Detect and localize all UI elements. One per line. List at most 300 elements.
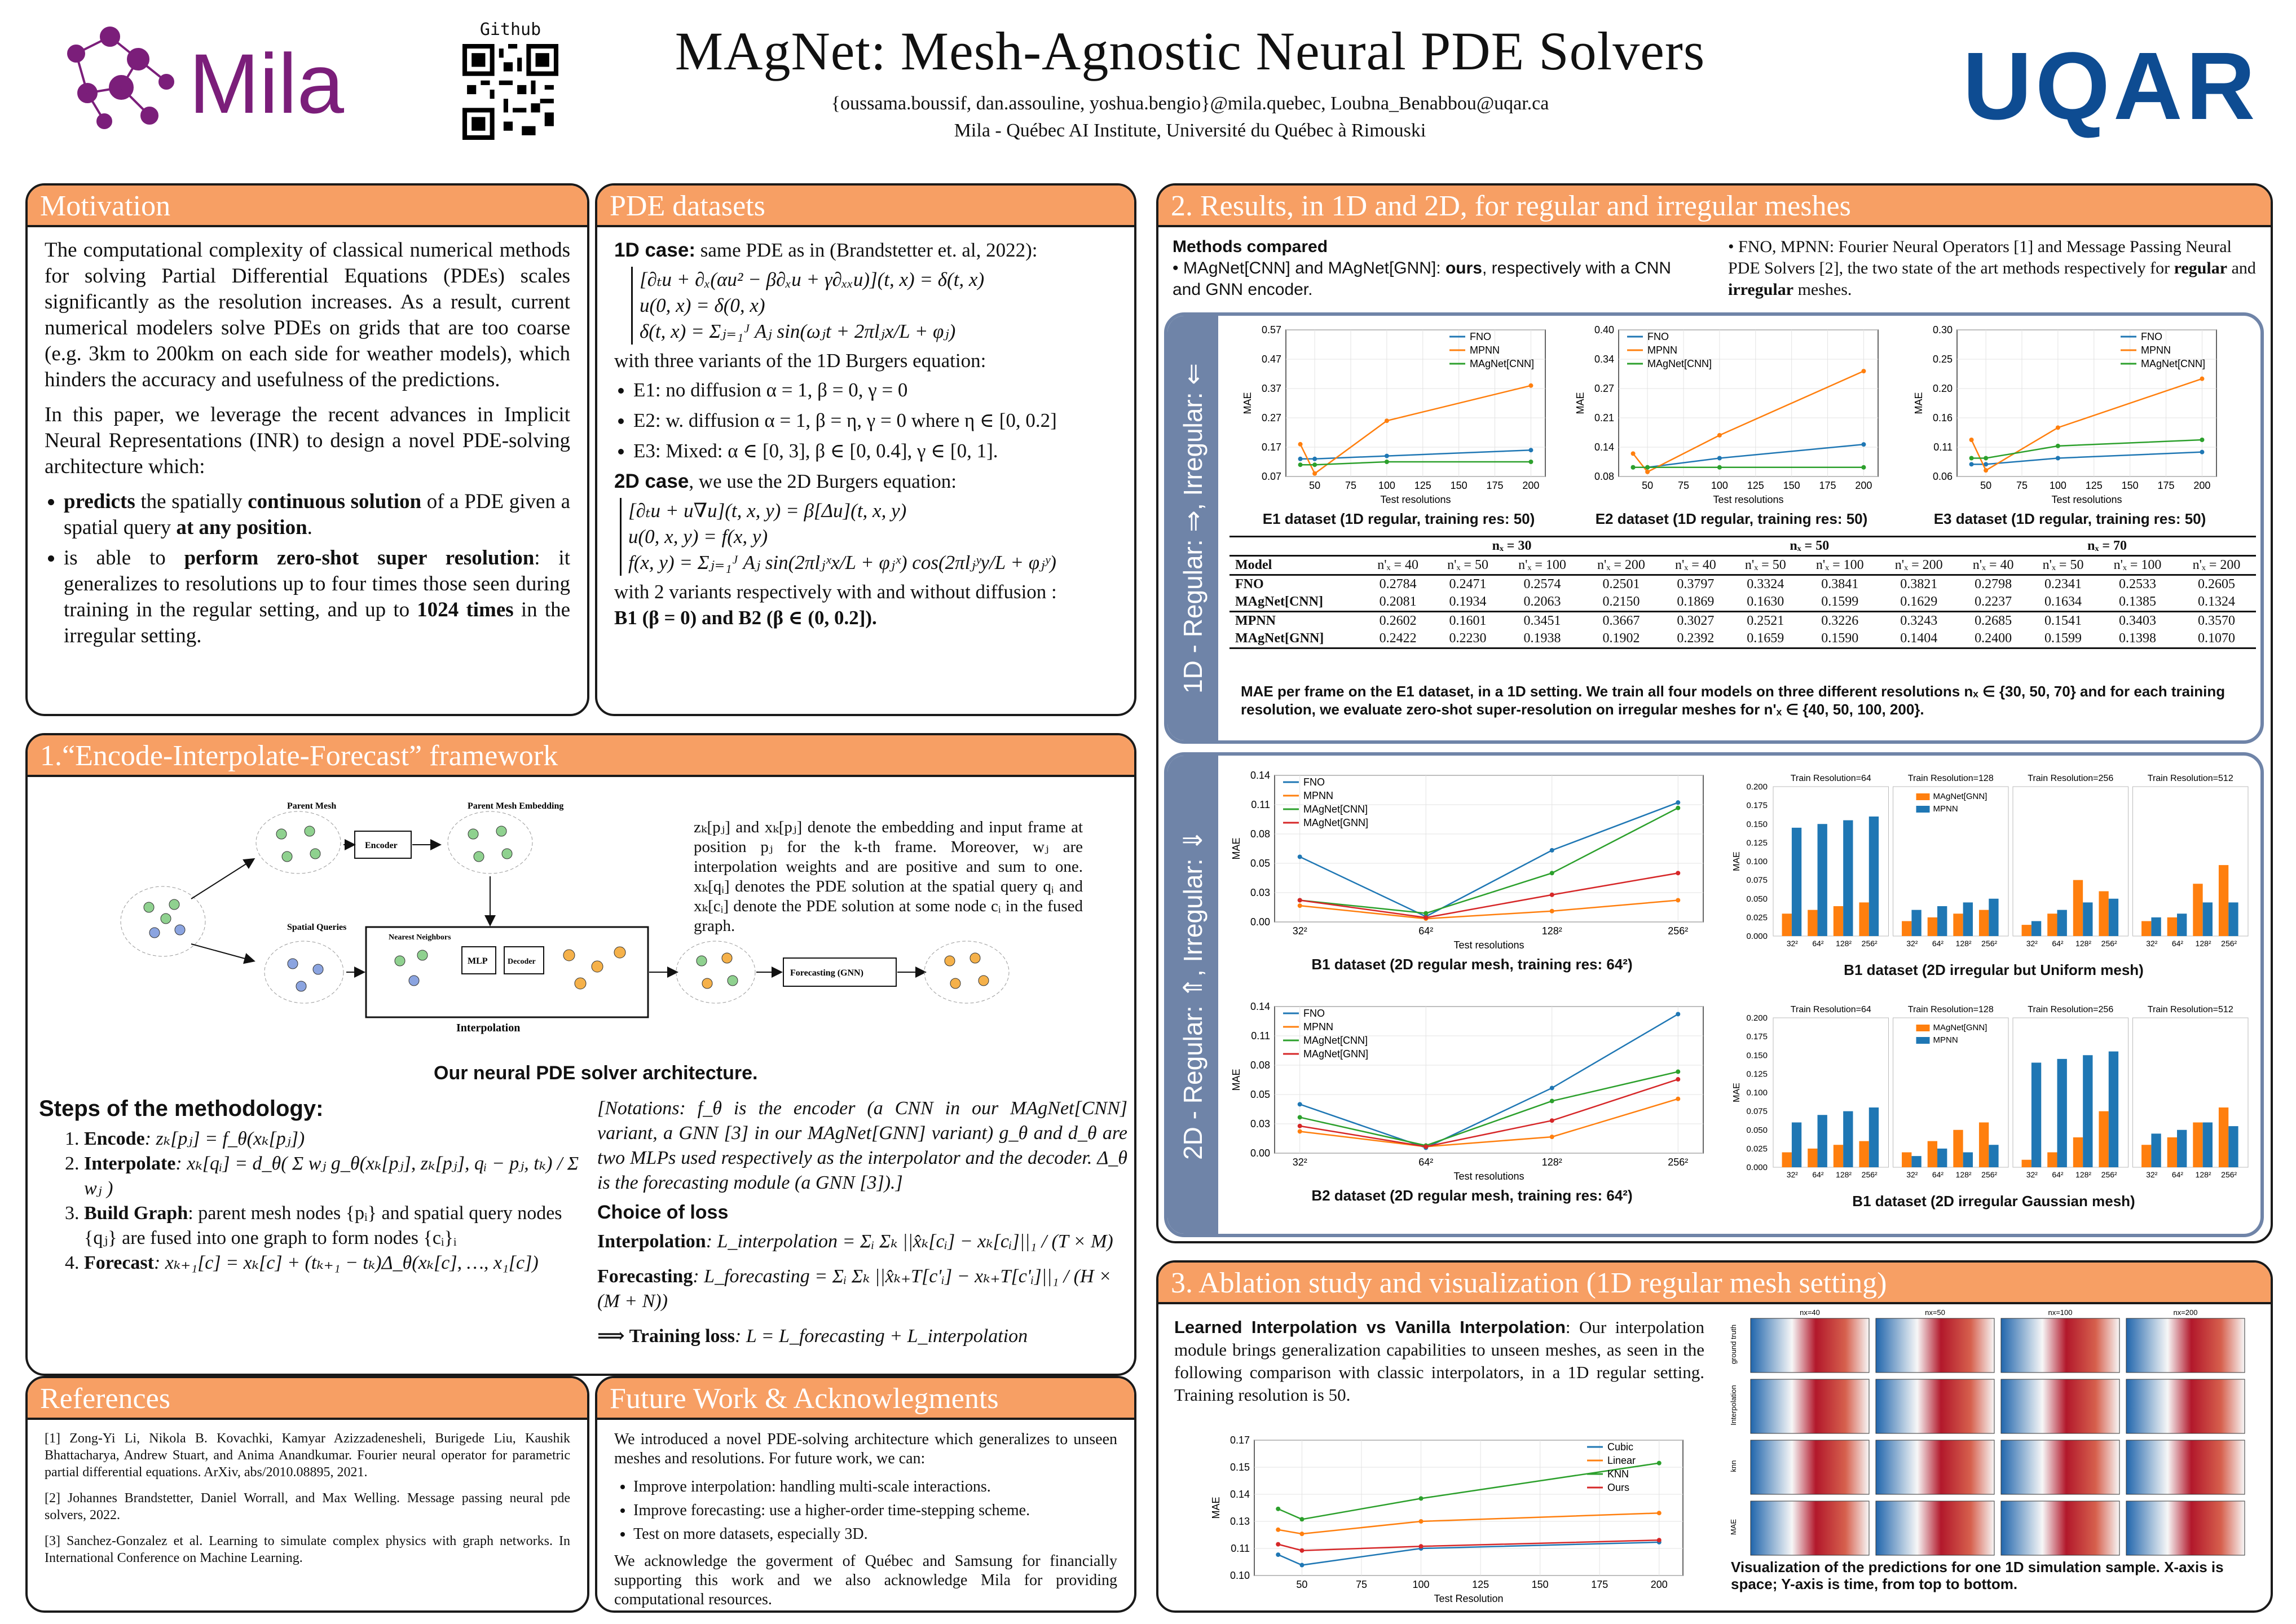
x-tick-label: 64² xyxy=(1812,1170,1824,1179)
chart-b1-gaussian xyxy=(1731,998,2256,1190)
table-cell: 0.2422 xyxy=(1379,631,1417,646)
bar xyxy=(1953,1130,1963,1167)
legend-label: MAgNet[GNN] xyxy=(1303,1048,1369,1060)
methods-ours: • MAgNet[CNN] and MAgNet[GNN]: ours, respectively with a CNN and GNN encoder. xyxy=(1173,259,1672,299)
data-point xyxy=(1276,1507,1280,1511)
y-tick-label: 0.175 xyxy=(1746,1032,1768,1042)
x-tick-label: 32² xyxy=(2026,1170,2038,1179)
results-panel xyxy=(1156,183,2273,1243)
y-tick-label: 0.15 xyxy=(1229,1462,1250,1473)
bar xyxy=(1792,1123,1801,1168)
y-tick-label: 0.08 xyxy=(1250,1060,1270,1071)
y-tick-label: 0.200 xyxy=(1746,1013,1768,1023)
label-mlp: MLP xyxy=(468,956,488,966)
caption-b2-regular: B2 dataset (2D regular mesh, training res: 64²) xyxy=(1311,1187,1633,1204)
author-block xyxy=(609,90,1771,144)
x-tick-label: 50 xyxy=(1309,480,1321,491)
y-axis-label: MAE xyxy=(1242,392,1253,414)
caption-b1-regular: B1 dataset (2D regular mesh, training res: 64²) xyxy=(1311,956,1633,973)
legend-label: FNO xyxy=(1303,776,1325,788)
facet-title: Train Resolution=64 xyxy=(1790,1005,1871,1014)
viz-col-label: nx=40 xyxy=(1800,1308,1820,1317)
legend-label: MAgNet[CNN] xyxy=(2141,358,2206,369)
bar xyxy=(2073,1137,2083,1167)
x-tick-label: 128² xyxy=(1836,1170,1852,1179)
bar xyxy=(1808,1149,1817,1167)
table-cell: 0.1590 xyxy=(1821,631,1859,646)
data-point xyxy=(1424,911,1428,916)
table-sub-header: n'ₓ = 40 xyxy=(1972,558,2014,572)
reference-1: [1] Zong-Yi Li, Nikola B. Kovachki, Kamyar Azizzadenesheli, Burigede Liu, Kaushik Bhattacharya, Andrew Stuart, and Anima Anandkumar. Fourier neural operator for parametric partial differential equations. ArXiv, abs/2010.08895, 2021. xyxy=(45,1431,570,1480)
bar xyxy=(2177,1130,2187,1167)
legend-label: Ours xyxy=(1607,1482,1630,1493)
x-tick-label: 125 xyxy=(1414,480,1431,491)
x-tick-label: 256² xyxy=(1861,1170,1878,1179)
y-axis-label: MAE xyxy=(1732,1083,1742,1102)
data-point xyxy=(2200,377,2204,381)
variants-1d: with three variants of the 1D Burgers equation: xyxy=(614,350,986,372)
x-axis-label: Test resolutions xyxy=(2051,494,2122,505)
framework-title: 1.“Encode-Interpolate-Forecast” framework xyxy=(28,735,1134,777)
table-cell: 0.1629 xyxy=(1900,594,1938,609)
table-sub-header: n'ₓ = 200 xyxy=(1894,558,1943,572)
table-cell: 0.1869 xyxy=(1677,594,1715,609)
table-sub-header: n'ₓ = 40 xyxy=(1377,558,1419,572)
x-tick-label: 256² xyxy=(1981,1170,1998,1179)
data-point xyxy=(1676,1070,1680,1074)
table-cell: 0.1404 xyxy=(1900,631,1938,646)
legend-label: FNO xyxy=(2141,331,2162,342)
viz-row-label: knn xyxy=(1729,1460,1738,1472)
viz-heatmap xyxy=(2126,1379,2245,1433)
variants-2d: with 2 variants respectively with and without diffusion : xyxy=(614,581,1057,603)
x-tick-label: 32² xyxy=(2146,939,2158,948)
viz-row-label: MAE xyxy=(1729,1519,1738,1535)
table-cell: 0.1630 xyxy=(1747,594,1784,609)
table-cell: 0.2798 xyxy=(1975,577,2012,592)
results-title: 2. Results, in 1D and 2D, for regular and irregular meshes xyxy=(1158,186,2271,227)
caption-e2: E2 dataset (1D regular, training res: 50) xyxy=(1595,510,1868,527)
table-cell: 0.1934 xyxy=(1449,594,1487,609)
bar xyxy=(2031,1063,2041,1168)
bar xyxy=(2151,917,2161,936)
y-tick-label: 0.25 xyxy=(1932,354,1953,365)
motivation-bullets xyxy=(64,489,570,649)
data-point xyxy=(1861,465,1866,470)
bar xyxy=(1792,828,1801,936)
table-sub-header: n'ₓ = 50 xyxy=(1447,558,1488,572)
data-point xyxy=(1298,1124,1302,1128)
y-tick-label: 0.075 xyxy=(1746,875,1768,885)
framework-figure-caption: Our neural PDE solver architecture. xyxy=(434,1062,758,1084)
viz-row-label: Interpolation xyxy=(1729,1385,1738,1426)
bar xyxy=(1782,1153,1792,1168)
x-tick-label: 256² xyxy=(1981,939,1998,948)
table-cell: 0.3243 xyxy=(1900,614,1938,628)
bar xyxy=(2083,902,2092,936)
bar xyxy=(2083,1055,2092,1167)
table-cell: 0.2521 xyxy=(1747,614,1784,628)
table-group-header: nₓ = 70 xyxy=(2087,539,2127,553)
plot-area xyxy=(1275,775,1703,922)
legend-label: MPNN xyxy=(1303,1021,1333,1032)
y-tick-label: 0.17 xyxy=(1261,442,1281,453)
loss-training: ⟹ Training loss: L = L_forecasting + L_interpolation xyxy=(597,1326,1028,1347)
bar xyxy=(2167,917,2177,936)
table-cell: 0.1938 xyxy=(1523,631,1561,646)
facet-title: Train Resolution=128 xyxy=(1907,774,1994,783)
data-point xyxy=(1419,1544,1424,1548)
x-tick-label: 64² xyxy=(1932,1170,1944,1179)
x-tick-label: 150 xyxy=(1531,1579,1549,1590)
table-cell: 0.2150 xyxy=(1602,594,1640,609)
table-cell: 0.1659 xyxy=(1747,631,1784,646)
data-point xyxy=(2056,444,2060,448)
future-work-panel xyxy=(595,1376,1136,1613)
table-cell: 0.2237 xyxy=(1975,594,2012,609)
bar xyxy=(1953,914,1963,936)
y-tick-label: 0.14 xyxy=(1229,1489,1250,1500)
data-point xyxy=(1631,451,1636,456)
y-tick-label: 0.100 xyxy=(1746,1088,1768,1098)
bar xyxy=(1928,917,1937,936)
legend-label: MPNN xyxy=(1470,345,1500,356)
table-row xyxy=(1229,593,2256,612)
table-cell: 0.1599 xyxy=(2044,631,2082,646)
bar xyxy=(1859,902,1868,936)
data-point xyxy=(1631,465,1636,470)
viz-heatmap xyxy=(1876,1318,1994,1373)
reference-2: [2] Johannes Brandstetter, Daniel Worrall, and Max Welling. Message passing neural pde solvers, 2022. xyxy=(45,1491,570,1522)
y-tick-label: 0.075 xyxy=(1746,1106,1768,1116)
label-interpolation: Interpolation xyxy=(456,1022,521,1034)
references-panel xyxy=(25,1376,589,1613)
case-1d: 1D case: same PDE as in (Brandstetter et. al, 2022): xyxy=(614,239,1038,261)
table-row-label: MPNN xyxy=(1235,614,1276,628)
bar xyxy=(2203,1123,2213,1168)
x-tick-label: 75 xyxy=(1677,480,1690,491)
y-tick-label: 0.27 xyxy=(1261,412,1281,423)
bar xyxy=(2022,1160,2031,1167)
data-point xyxy=(1717,456,1722,461)
step-forecast: 4. Forecast: xₖ₊₁[c] = xₖ[c] + (tₖ₊₁ − tₖ)Δ_θ(xₖ[c], …, x₁[c]) xyxy=(84,1251,580,1276)
bar xyxy=(1979,1123,1989,1168)
legend-label: Linear xyxy=(1607,1455,1636,1466)
table-cell: 0.3570 xyxy=(2197,614,2235,628)
bar xyxy=(1928,1141,1937,1167)
table-cell: 0.2230 xyxy=(1449,631,1487,646)
y-tick-label: 0.025 xyxy=(1746,912,1768,923)
table-row-label: FNO xyxy=(1235,577,1264,592)
table-cell: 0.2081 xyxy=(1379,594,1417,609)
data-point xyxy=(1424,1144,1428,1149)
facet-title: Train Resolution=128 xyxy=(1907,1005,1994,1014)
bar xyxy=(2193,884,2202,936)
x-tick-label: 64² xyxy=(1812,939,1824,948)
x-axis-label: Test resolutions xyxy=(1453,939,1524,951)
x-tick-label: 128² xyxy=(2195,1170,2211,1179)
bar xyxy=(1902,921,1911,937)
viz-col-label: nx=50 xyxy=(1925,1308,1945,1317)
y-tick-label: 0.27 xyxy=(1594,383,1614,394)
bar xyxy=(2228,902,2238,936)
bar xyxy=(2022,925,2031,936)
side-label-1d: 1D - Regular: ⇒, Irregular: ⇐ xyxy=(1167,316,1218,740)
bar xyxy=(2141,1145,2151,1167)
y-tick-label: 0.125 xyxy=(1746,838,1768,848)
data-point xyxy=(1298,442,1303,447)
y-tick-label: 0.16 xyxy=(1932,412,1953,423)
x-axis-label: Test Resolution xyxy=(1434,1593,1504,1604)
y-tick-label: 0.150 xyxy=(1746,819,1768,829)
legend-label: MPNN xyxy=(1303,790,1333,801)
methods-right: • FNO, MPNN: Fourier Neural Operators [1] and Message Passing Neural PDE Solvers [2], the two state of the art methods respectively for regular and irregular meshes. xyxy=(1728,237,2256,299)
label-nearest: Nearest Neighbors xyxy=(389,933,451,942)
bar xyxy=(2193,1123,2202,1168)
viz-heatmap xyxy=(2001,1440,2119,1494)
table-sub-header: n'ₓ = 50 xyxy=(1744,558,1786,572)
legend-label: MPNN xyxy=(2141,345,2171,356)
step-build-graph: 3. Build Graph: parent mesh nodes {pᵢ} and spatial query nodes {qⱼ} are fused into one graph to form nodes {cᵢ}ᵢ xyxy=(84,1201,580,1251)
framework-description-visible: zₖ[pⱼ] and xₖ[pⱼ] denote the embedding and input frame at position pⱼ for the k-th frame. Moreover, wⱼ are interpolation weights and are positive and sum to one. xₖ[qᵢ] denotes the PDE solution at the spatial query qᵢ and xₖ[cᵢ] denote the PDE solution at some node cᵢ in the fused graph. xyxy=(694,818,1083,935)
data-point xyxy=(1298,1115,1302,1119)
y-tick-label: 0.10 xyxy=(1229,1570,1250,1581)
bar xyxy=(1869,817,1879,936)
y-tick-label: 0.11 xyxy=(1231,1543,1250,1554)
bar xyxy=(2057,910,2067,936)
y-tick-label: 0.11 xyxy=(1251,799,1270,810)
x-tick-label: 128² xyxy=(1955,939,1972,948)
github-qr[interactable] xyxy=(460,20,561,149)
table-cell: 0.1398 xyxy=(2118,631,2156,646)
table-cell: 0.2063 xyxy=(1523,594,1561,609)
data-point xyxy=(1299,1548,1304,1553)
ablation-text: Learned Interpolation vs Vanilla Interpolation: Our interpolation module brings generalization capabilities to unseen meshes, as seen in the following comparison with classic interpolators, in a 1D regular setting. Training resolution is 50. xyxy=(1174,1317,1704,1405)
x-tick-label: 32² xyxy=(1292,925,1307,937)
data-point xyxy=(1298,854,1302,859)
legend-label: MPNN xyxy=(1933,1035,1958,1045)
data-point xyxy=(1298,1102,1302,1106)
label-spatial-queries: Spatial Queries xyxy=(287,923,347,932)
ablation-panel xyxy=(1156,1260,2273,1613)
results-table-wrap xyxy=(1229,536,2256,651)
x-tick-label: 175 xyxy=(2157,480,2175,491)
caption-e3: E3 dataset (1D regular, training res: 50) xyxy=(1933,510,2206,527)
chart-e2 xyxy=(1574,321,1889,508)
x-tick-label: 32² xyxy=(1786,939,1798,948)
caption-e1: E1 dataset (1D regular, training res: 50) xyxy=(1262,510,1535,527)
bar xyxy=(1902,1153,1911,1168)
bar xyxy=(2151,1133,2161,1167)
bar xyxy=(1818,1115,1827,1167)
bar xyxy=(1937,1149,1947,1167)
table-row-label: MAgNet[CNN] xyxy=(1235,594,1323,609)
label-encoder: Encoder xyxy=(365,841,398,850)
future-item-1: • Improve interpolation: handling multi-scale interactions. xyxy=(633,1477,1117,1497)
bar xyxy=(1963,902,1973,936)
table-cell: 0.1324 xyxy=(2197,594,2235,609)
github-label: Github xyxy=(479,20,541,39)
data-point xyxy=(1298,1129,1302,1133)
y-axis-label: MAE xyxy=(1732,851,1742,871)
y-tick-label: 0.17 xyxy=(1229,1435,1250,1446)
viz-heatmap xyxy=(2001,1501,2119,1555)
label-parent-embedding: Parent Mesh Embedding xyxy=(468,801,564,811)
y-tick-label: 0.150 xyxy=(1746,1051,1768,1061)
table-cell: 0.3841 xyxy=(1821,577,1859,592)
y-tick-label: 0.000 xyxy=(1746,1163,1768,1172)
viz-heatmap xyxy=(1876,1440,1994,1494)
data-point xyxy=(1424,915,1428,920)
results-1d-box xyxy=(1164,312,2264,744)
x-axis-label: Test resolutions xyxy=(1380,494,1451,505)
loss-heading: Choice of loss xyxy=(597,1202,729,1223)
data-point xyxy=(1550,1085,1554,1090)
data-point xyxy=(1385,460,1389,464)
data-point xyxy=(1528,383,1533,388)
data-point xyxy=(1550,848,1554,853)
x-tick-label: 128² xyxy=(2195,939,2211,948)
chart-b1-regular xyxy=(1229,767,1715,953)
bar xyxy=(1979,910,1989,936)
data-point xyxy=(1984,456,1988,461)
data-point xyxy=(1299,1517,1304,1521)
x-tick-label: 75 xyxy=(2016,480,2028,491)
bar xyxy=(2228,1126,2238,1167)
table-cell: 0.1902 xyxy=(1602,631,1640,646)
label-parent-mesh: Parent Mesh xyxy=(287,801,337,811)
y-tick-label: 0.14 xyxy=(1594,442,1614,453)
prediction-visualization xyxy=(1728,1308,2264,1556)
table-cell: 0.3821 xyxy=(1900,577,1938,592)
data-point xyxy=(1550,909,1554,914)
mae-table xyxy=(1229,536,2256,651)
data-point xyxy=(1657,1538,1662,1542)
x-tick-label: 128² xyxy=(2075,939,2092,948)
chart-e1 xyxy=(1241,321,1557,508)
y-tick-label: 0.025 xyxy=(1746,1144,1768,1154)
data-point xyxy=(1676,871,1680,875)
variants-b: B1 (β = 0) and B2 (β ∈ (0, 0.2]). xyxy=(614,607,877,629)
x-tick-label: 150 xyxy=(2121,480,2139,491)
bar xyxy=(1843,1111,1853,1167)
table-sub-header: n'ₓ = 200 xyxy=(2192,558,2241,572)
y-tick-label: 0.20 xyxy=(1932,383,1953,394)
table-caption: MAE per frame on the E1 dataset, in a 1D setting. We train all four models on three different resolutions nₓ ∈ {30, 50, 70} and for each training resolution, we evaluate zero-shot super-resolution on irregular meshes for n'ₓ ∈ {40, 50, 100, 200}. xyxy=(1241,683,2226,718)
x-tick-label: 75 xyxy=(1345,480,1357,491)
chart-b2-regular xyxy=(1229,998,1715,1184)
table-cell: 0.2341 xyxy=(2044,577,2082,592)
legend-label: MAgNet[CNN] xyxy=(1303,1035,1368,1046)
future-title: Future Work & Acknowlegments xyxy=(597,1378,1134,1420)
bar xyxy=(1808,910,1817,936)
steps-block xyxy=(39,1096,580,1276)
bar xyxy=(1843,820,1853,936)
table-model-header: Model xyxy=(1235,558,1272,572)
x-tick-label: 200 xyxy=(2193,480,2211,491)
data-point xyxy=(1528,460,1533,464)
step-encode: 1. Encode: zₖ[pⱼ] = f_θ(xₖ[pⱼ]) xyxy=(84,1127,580,1151)
bar xyxy=(1782,914,1792,936)
future-item-2: • Improve forecasting: use a higher-order time-stepping scheme. xyxy=(633,1501,1117,1520)
bar xyxy=(2073,880,2083,936)
legend-label: MAgNet[GNN] xyxy=(1933,792,1987,801)
y-tick-label: 0.175 xyxy=(1746,801,1768,811)
x-tick-label: 150 xyxy=(1450,480,1467,491)
x-tick-label: 64² xyxy=(1418,1157,1434,1168)
caption-b1-gaussian: B1 dataset (2D irregular Gaussian mesh) xyxy=(1852,1193,2135,1210)
table-sub-header: n'ₓ = 100 xyxy=(1518,558,1566,572)
data-point xyxy=(1717,433,1722,438)
x-tick-label: 64² xyxy=(1418,925,1434,937)
x-tick-label: 128² xyxy=(1541,1157,1562,1168)
facet-title: Train Resolution=256 xyxy=(2028,1005,2114,1014)
x-tick-label: 32² xyxy=(2026,939,2038,948)
data-point xyxy=(1676,1097,1680,1101)
mila-text: Mila xyxy=(189,36,345,131)
y-axis-label: MAE xyxy=(1913,392,1924,414)
data-point xyxy=(1676,1012,1680,1016)
table-cell: 0.3797 xyxy=(1677,577,1715,592)
data-point xyxy=(1276,1552,1280,1557)
bar xyxy=(2031,921,2041,937)
y-tick-label: 0.30 xyxy=(1932,324,1953,336)
viz-caption: Visualization of the predictions for one 1D simulation sample. X-axis is space; Y-axis is time, from top to bottom. xyxy=(1731,1559,2224,1592)
y-tick-label: 0.11 xyxy=(1251,1030,1270,1042)
bar xyxy=(2057,1059,2067,1167)
table-row xyxy=(1229,630,2256,648)
y-tick-label: 0.050 xyxy=(1746,1125,1768,1135)
data-point xyxy=(1312,462,1317,467)
y-axis-label: MAE xyxy=(1231,1069,1242,1091)
y-tick-label: 0.37 xyxy=(1261,383,1281,394)
x-tick-label: 64² xyxy=(1932,939,1944,948)
data-point xyxy=(1298,898,1302,902)
loss-interpolation: Interpolation: L_interpolation = Σᵢ Σₖ ||x̂ₖ[cᵢ] − xₖ[cᵢ]||₁ / (T × M) xyxy=(597,1231,1113,1252)
table-cell: 0.2392 xyxy=(1677,631,1715,646)
table-cell: 0.1599 xyxy=(1821,594,1859,609)
legend-label: MPNN xyxy=(1647,345,1677,356)
eq-1d-system: [∂ₜu + ∂ₓ(αu² − β∂ₓu + γ∂ₓₓu)](t, x) = δ(t, x) u(0, x) = δ(0, x) δ(t, x) = Σⱼ₌₁ᴶ Aⱼ sin(ωⱼt + 2πlⱼx/L + φⱼ) xyxy=(631,267,1117,345)
data-point xyxy=(1298,903,1302,908)
legend-label: MAgNet[CNN] xyxy=(1647,358,1712,369)
table-row xyxy=(1229,612,2256,630)
bar xyxy=(2203,902,2213,936)
y-tick-label: 0.47 xyxy=(1261,354,1281,365)
table-cell: 0.2533 xyxy=(2118,577,2156,592)
x-tick-label: 200 xyxy=(1650,1579,1668,1590)
legend-label: MAgNet[GNN] xyxy=(1303,817,1369,828)
results-2d-box xyxy=(1164,752,2264,1237)
legend-label: FNO xyxy=(1647,331,1669,342)
x-tick-label: 125 xyxy=(1747,480,1764,491)
notations-text: [Notations: f_θ is the encoder (a CNN in our MAgNet[CNN] variant, a GNN [3] in our MAgNet[GNN] variant) g_θ and d_θ are two MLPs used respectively as the interpolator and the decoder. Δ_θ is the forecasting module (a GNN [3]).] xyxy=(597,1098,1127,1193)
data-point xyxy=(2200,438,2204,442)
bar xyxy=(1989,899,1998,936)
table-group-header: nₓ = 30 xyxy=(1492,539,1532,553)
bar xyxy=(1963,1153,1973,1168)
methods-left xyxy=(1173,236,1691,301)
data-point xyxy=(1276,1528,1280,1532)
x-tick-label: 50 xyxy=(1642,480,1654,491)
x-axis-label: Test resolutions xyxy=(1453,1171,1524,1182)
data-point xyxy=(1984,468,1988,473)
references-title: References xyxy=(28,1378,587,1420)
data-point xyxy=(1312,457,1317,461)
x-tick-label: 125 xyxy=(1472,1579,1489,1590)
variant-e2: • E2: w. diffusion α = 1, β = η, γ = 0 where η ∈ [0, 0.2] xyxy=(633,408,1117,434)
variant-e3: • E3: Mixed: α ∈ [0, 3], β ∈ [0, 0.4], γ ∈ [0, 1]. xyxy=(633,438,1117,464)
